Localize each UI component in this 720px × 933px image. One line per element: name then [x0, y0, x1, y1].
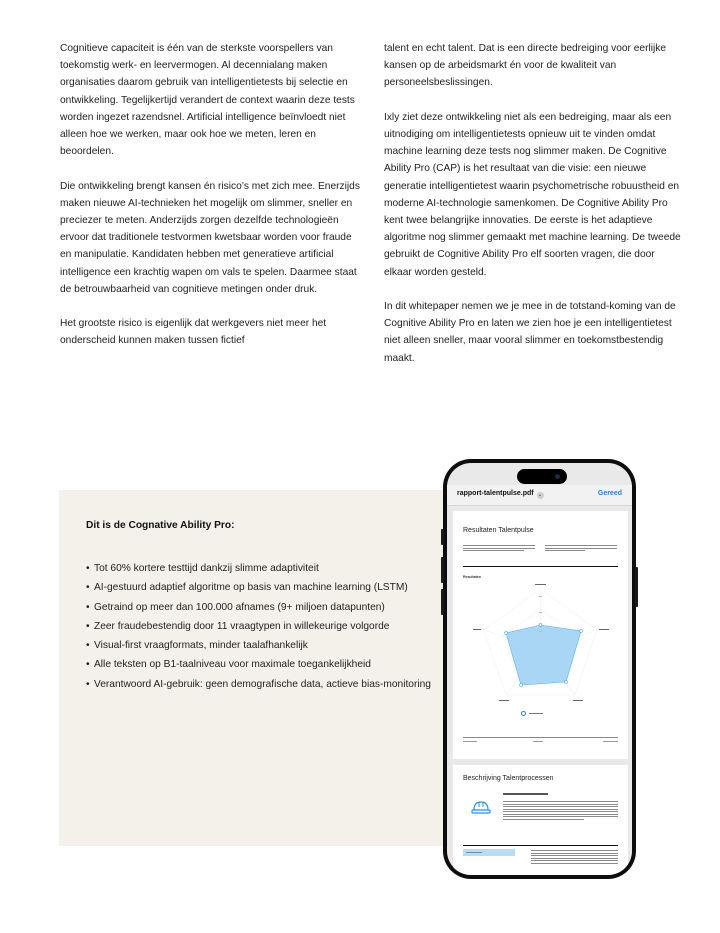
paragraph: Die ontwikkeling brengt kansen én risico’s met zich mee. Enerzijds maken nieuwe AI-technieken het mogelijk om slimmer, sneller en preciezer te meten. Anderzijds zorgen dezelfde technologieën ervoor dat traditionele testvormen kwetsbaar worden voor fraude en manipulatie. Kandidaten hebben met generatieve artificial intelligence een krachtig wapen om vals te spelen. Daarmee staat de betrouwbaarheid van cognitieve metingen onder druk. [60, 180, 360, 295]
bullet-icon: • [86, 620, 90, 632]
pdf-viewer-toolbar [447, 485, 632, 506]
bullet-icon: • [86, 601, 90, 613]
highlight-title: Dit is de Cognative Ability Pro: [86, 520, 235, 531]
phone-mockup [443, 459, 636, 879]
feature-list [86, 560, 446, 695]
footer-center [533, 741, 543, 742]
list-item-text: Alle teksten op B1-taalniveau voor maximale toegankelijkheid [94, 659, 371, 671]
legend-marker-icon [521, 711, 526, 716]
paragraph: Ixly ziet deze ontwikkeling niet als een bedreiging, maar als een uitnodiging om intelligentietests opnieuw uit te vinden omdat machine learning deze tests nog slimmer maken. De Cognitive Ability Pro (CAP) is het resultaat van die visie: een nieuwe generatie intelligentietest waarin psychometrische robuustheid en moderne AI-technologie samenkomen. De Cognitive Ability Pro kent twee belangrijke innovaties. De eerste is het adaptieve algoritme nog slimmer gemaakt met machine learning. De tweede gebruikt de Cognitive Ability Pro elf soorten vragen, die door elkaar worden gesteld. [384, 111, 681, 278]
paragraph: Het grootste risico is eigenlijk dat werkgevers niet meer het onderscheid kunnen maken tussen fictief [60, 318, 327, 347]
section-label: Resultaten [463, 575, 481, 579]
paragraph: talent en echt talent. Dat is een directe bedreiging voor eerlijke kansen op de arbeidsmarkt én voor de kwaliteit van personeelsbeslissingen. [384, 43, 667, 89]
radar-chart [463, 579, 618, 709]
article-right-column [384, 40, 684, 367]
bullet-icon: • [86, 659, 90, 671]
legend-label [529, 713, 543, 714]
dynamic-island [517, 469, 567, 484]
paragraph: Cognitieve capaciteit is één van de sterkste voorspellers van toekomstig werk- en leervermogen. Al decennialang maken organisaties daarom gebruik van intelligentietests bij selectie en ontwikkeling. Tegelijkertijd verandert de context waarin deze tests worden ingezet razendsnel. Artificial intelligence beïnvloedt niet alleen hoe we werken, maar ook hoe we meten, leren en beoordelen. [60, 43, 355, 158]
pdf-page-results [453, 511, 628, 759]
chevron-down-icon[interactable]: ⌄ [538, 492, 543, 498]
list-item [86, 656, 446, 673]
list-item [86, 618, 446, 635]
file-name-text: rapport-talentpulse.pdf [457, 490, 534, 497]
footer-page-number [603, 741, 618, 742]
file-name[interactable] [457, 490, 544, 499]
divider [463, 566, 618, 567]
list-item [86, 637, 446, 654]
phone-volume-up-button [441, 557, 444, 583]
chart-legend [521, 711, 543, 716]
list-item-text: Zeer fraudebestendig door 11 vraagtypen in willekeurige volgorde [94, 620, 390, 632]
phone-power-button [635, 567, 638, 607]
list-item [86, 599, 446, 616]
phone-side-button [441, 529, 444, 545]
list-item-text: Getraind op meer dan 100.000 afnames (9+ miljoen datapunten) [94, 601, 385, 613]
feature-highlight-box [59, 490, 445, 846]
bullet-icon: • [86, 582, 90, 594]
pdf-page-processes [453, 765, 628, 875]
done-button[interactable]: Gereed [597, 490, 622, 497]
category-text-lines [531, 850, 618, 865]
bullet-icon: • [86, 563, 90, 574]
description-text-lines [503, 801, 618, 821]
page-title: Resultaten Talentpulse [463, 527, 534, 534]
bullet-icon: • [86, 640, 90, 652]
description-heading [503, 793, 548, 795]
intro-text-lines [463, 545, 535, 553]
divider [463, 845, 618, 846]
camera-icon [555, 474, 560, 479]
list-item-text: Visual-first vraagformats, minder taalafhankelijk [94, 640, 308, 652]
list-item [86, 579, 446, 596]
phone-volume-down-button [441, 589, 444, 615]
radar-area [506, 625, 581, 685]
list-item-text: Verantwoord AI-gebruik: geen demografische data, actieve bias-monitoring [94, 678, 431, 690]
list-item [86, 676, 446, 693]
category-tag [463, 849, 515, 856]
footer-left [463, 741, 477, 742]
list-item-text: AI-gestuurd adaptief algoritme op basis van machine learning (LSTM) [94, 582, 408, 594]
list-item-text: Tot 60% kortere testtijd dankzij slimme adaptiviteit [94, 563, 319, 574]
bullet-icon: • [86, 678, 90, 690]
article-left-column [60, 40, 360, 350]
phone-screen [447, 463, 632, 875]
footer-divider [463, 737, 618, 738]
hard-hat-icon [471, 799, 491, 815]
page-title: Beschrijving Talentprocessen [463, 775, 554, 782]
list-item [86, 560, 446, 577]
paragraph: In dit whitepaper nemen we je mee in de totstand-koming van de Cognitive Ability Pro en laten we zien hoe je een intelligentietest niet alleen sneller, maar vooral slimmer en toekomstbestendig maakt. [384, 301, 676, 364]
intro-text-lines [545, 545, 617, 553]
